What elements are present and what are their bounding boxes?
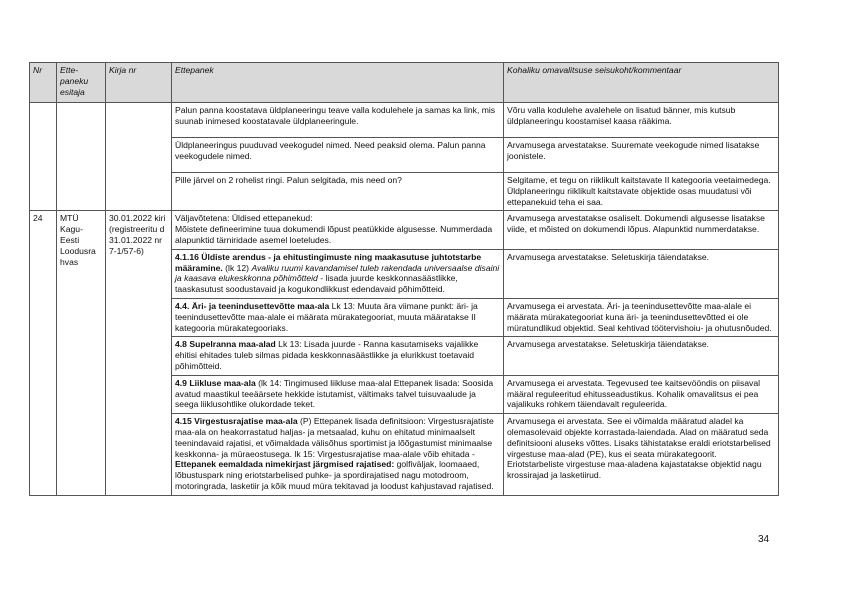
proposal-text: Lk 13: Muuta ära viimane punkt: äri- ja teenindusettevõtte maa-alale ei määrata mürakategooriat, muuta määratakse II kategooria mürakategooriaks. — [175, 300, 478, 333]
cell-nr-prev — [30, 103, 57, 211]
proposal-text: - lisada juurde keskkonnasäästlikke, taaskasutust soodustavaid ja kogukondlikkust edendavaid põhimõtteid. — [175, 273, 458, 295]
proposals-table — [29, 62, 779, 496]
cell-kiri: 30.01.2022 kiri (registreeritu d 31.01.2022 nr 7-1/57-6) — [106, 211, 172, 495]
header-esitaja: Ette- paneku esitaja — [57, 63, 106, 103]
cell-ettepanek — [172, 298, 504, 336]
cell-kommentaar: Arvamusega arvestatakse. Suuremate veekogude nimed lisatakse joonistele. — [504, 138, 779, 173]
quoted-text: Avaliku ruumi kavandamisel tuleb rakendada universaalse disaini ja kaasava elukeskkonna põhimõtteid — [175, 262, 500, 284]
cell-ettepanek: Väljavõtetena: Üldised ettepanekud: Mõistete defineerimine tuua dokumendi lõpust peatükkide algusesse. Nummerdada alapunktid tärniridade asemel loeteludes. — [172, 211, 504, 249]
cell-kommentaar: Selgitame, et tegu on riiklikult kaitstavate II kategooria veetaimedega. Üldplaneeringu riiklikult kaitstavate objektide osas muudatusi või ettepanekuid teha ei saa. — [504, 173, 779, 211]
page-number: 34 — [758, 534, 770, 545]
proposal-text: Lk 13: Lisada juurde - Ranna kasutamiseks vajalikke ehitisi ehitades tuleb silmas pidada keskkonnasäästlikke ja elurikkust toetavaid põhimõtteid. — [175, 339, 479, 371]
cell-kommentaar: Arvamusega ei arvestata. Äri- ja teenindusettevõtte maa-alale ei määrata mürakategooriat kuna äri- ja teenindusettevõtted ei ole müratundlikud objektid. Seal kehtivad töötervishoiu- ja ohutusnõuded. — [504, 298, 779, 336]
cell-ettepanek: Üldplaneeringus puuduvad veekogudel nimed. Need peaksid olema. Palun panna veekogudele nimed. — [172, 138, 504, 173]
proposal-text: (lk 14: Tingimused liikluse maa-alal Ettepanek lisada: Soosida avatud maastikul teeäärsete hekkide istutamist, vältimaks talvel tuisuvaalude ja seega liiklusohtlike olukordade teket. — [175, 377, 494, 410]
cell-kommentaar: Arvamusega arvestatakse osaliselt. Dokumendi algusesse lisatakse viide, et mõisted on dokumendi lõpus. Alapunktid nummerdatakse. — [504, 211, 779, 249]
cell-nr: 24 — [30, 211, 57, 495]
cell-kommentaar: Arvamusega arvestatakse. Seletuskirja täiendatakse. — [504, 337, 779, 375]
section-heading: 4.15 Virgestusrajatise maa-ala — [175, 416, 298, 427]
proposal-text: (P) Ettepanek lisada definitsioon: Virgestusrajatiste maa-ala on heakorrastatud haljas- ja metsaalad, kuhu on ehitatud minimaalselt teenindavaid rajatisi, et võimaldada välisõhus sportimist ja lõõgastumist minimaalse keskkonna- ja müraeostusega. lk 15: Virgestusrajatise maa-alale võib ehitada - — [175, 416, 494, 459]
table-row — [30, 211, 779, 249]
cell-ettepanek — [172, 375, 504, 413]
cell-kommentaar: Võru valla kodulehe avalehele on lisatud bänner, mis kutsub üldplaneeringu koostamisel kaasa rääkima. — [504, 103, 779, 138]
proposal-text: golfiväljak, loomaaed, lõbustuspark ning eriotstarbelised puhke- ja spordirajatised nagu motodroom, motoringrada, lasketiir ja kõik muud müra tekitavad ja loodust kahjustavad rajatised. — [175, 459, 494, 491]
section-heading: 4.4. Äri- ja teenindusettevõtte maa-ala — [175, 300, 330, 311]
cell-ettepanek: Pille järvel on 2 rohelist ringi. Palun selgitada, mis need on? — [172, 173, 504, 211]
cell-ettepanek — [172, 249, 504, 298]
cell-kommentaar: Arvamusega ei arvestata. See ei võimalda määratud aladel ka olemasolevaid objekte korrastada-laiendada. Alad on määratud seda definitsiooni aluseks võttes. Lisaks tähistatakse eraldi eriotstarbelised virgestuse maa-alad (PE), kus ei seata mürakategoorit. Eriotstarbeliste virgestuse maa-aladena kajastatakse objektid nagu krossirajad ja lasketiirud. — [504, 414, 779, 496]
cell-ettepanek — [172, 414, 504, 496]
cell-esitaja: MTÜ Kagu-Eesti Loodusra hvas — [57, 211, 106, 495]
cell-esitaja-prev — [57, 103, 106, 211]
cell-kiri-prev — [106, 103, 172, 211]
header-ettepanek: Ettepanek — [172, 63, 504, 103]
table-row — [30, 103, 779, 138]
section-heading: 4.9 Liikluse maa-ala — [175, 377, 256, 388]
header-nr: Nr — [30, 63, 57, 103]
cell-ettepanek: Palun panna koostatava üldplaneeringu teave valla kodulehele ja samas ka link, mis suunab inimesed koostatavale üldplaneeringule. — [172, 103, 504, 138]
cell-kommentaar: Arvamusega arvestatakse. Seletuskirja täiendatakse. — [504, 249, 779, 298]
proposal-text: (lk 12) — [222, 262, 252, 273]
cell-ettepanek — [172, 337, 504, 375]
proposal-bold-text: Ettepanek eemaldada nimekirjast järgmised rajatised: — [175, 459, 395, 470]
cell-kommentaar: Arvamusega ei arvestata. Tegevused tee kaitsevööndis on piisaval määral reguleeritud ehitusseadustikus. Kohalik omavalitsus ei pea vajalikuks rohkem täiendavalt reguleerida. — [504, 375, 779, 413]
header-kommentaar: Kohaliku omavalitsuse seisukoht/kommentaar — [504, 63, 779, 103]
section-heading: 4.1.16 Üldiste arendus - ja ehitustingimuste ning maakasutuse juhtotstarbe määramine. — [175, 251, 482, 273]
section-heading: 4.8 Supelranna maa-alad — [175, 339, 276, 350]
header-kiri: Kirja nr — [106, 63, 172, 103]
table-header-row — [30, 63, 779, 103]
